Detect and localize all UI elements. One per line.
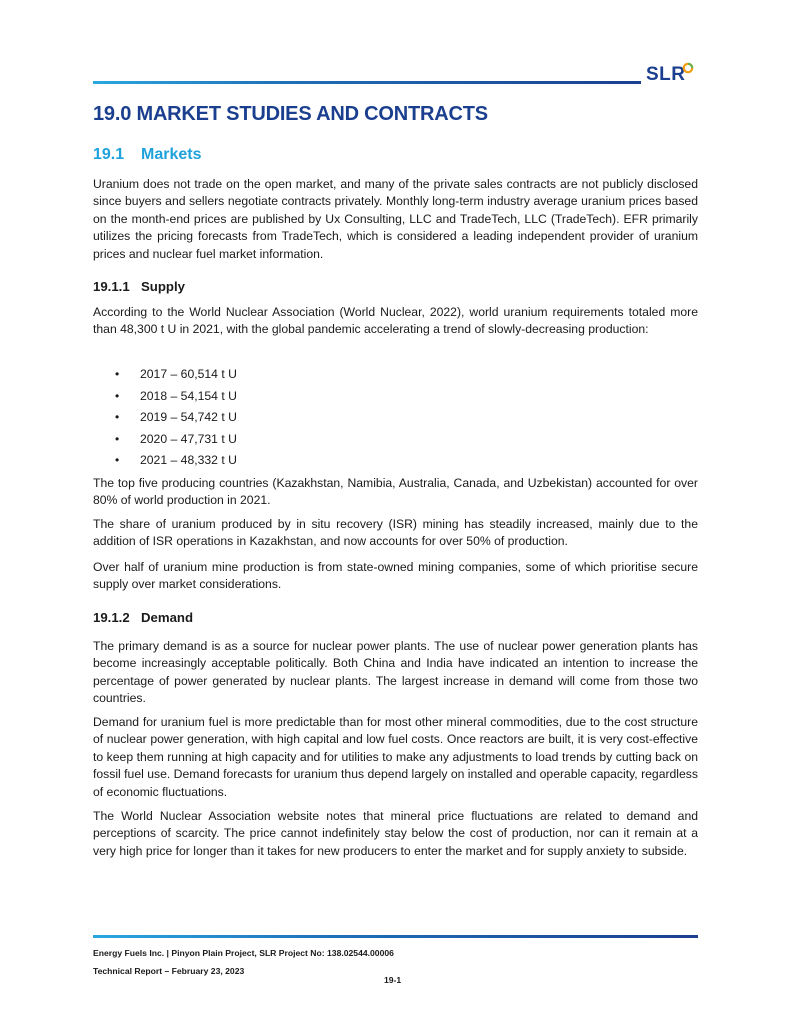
footer-report-line: Technical Report – February 23, 2023 (93, 966, 245, 976)
list-item (93, 386, 493, 408)
demand-paragraph-3: The World Nuclear Association website notes that mineral price fluctuations are related to demand and perceptions of scarcity. The price cannot indefinitely stay below the cost of production, nor can it remain at a very high price for longer than it takes for new producers to enter the market and for supply anxiety to subside. (93, 809, 698, 858)
section-heading (93, 146, 201, 164)
list-item (93, 364, 493, 386)
header-rule (93, 81, 641, 84)
list-item-text: 2021 – 48,332 t U (140, 453, 237, 468)
bullet-icon: • (115, 367, 120, 381)
logo-text: SLR (646, 64, 686, 85)
demand-paragraph-2: Demand for uranium fuel is more predictable than for most other mineral commodities, due to the cost structure of nuclear power generation, with high capital and low fuel costs. Once reactors are built, it is very cost-effective to keep them running at high capacity and for utilities to make any adjustments to load trends by cutting back on fossil fuel use. Demand forecasts for uranium thus depend largely on installed and operable capacity, regardless of economic fluctuations. (93, 715, 698, 799)
demand-number: 19.1.2 (93, 610, 130, 625)
supply-paragraph-1: According to the World Nuclear Association (World Nuclear, 2022), world uranium requirements totaled more than 48,300 t U in 2021, with the global pandemic accelerating a trend of slowly-decreasing production: (93, 305, 698, 337)
supply-title: Supply (141, 279, 185, 294)
production-list (93, 364, 493, 472)
footer-rule (93, 935, 698, 938)
list-item-text: 2020 – 47,731 t U (140, 431, 237, 446)
list-item (93, 450, 493, 472)
demand-heading (93, 610, 193, 625)
list-item (93, 407, 493, 429)
bullet-icon: • (115, 410, 120, 425)
supply-heading (93, 279, 185, 294)
list-item (93, 429, 493, 451)
logo-ring-icon (682, 62, 694, 74)
list-item-text: 2019 – 54,742 t U (140, 410, 237, 425)
list-item-text: 2018 – 54,154 t U (140, 388, 237, 403)
supply-paragraph-3: The share of uranium produced by in situ recovery (ISR) mining has steadily increased, mainly due to the addition of ISR operations in Kazakhstan, and now accounts for over 50% of production. (93, 517, 698, 549)
footer-project-line: Energy Fuels Inc. | Pinyon Plain Project, SLR Project No: 138.02544.00006 (93, 948, 394, 958)
bullet-icon: • (115, 431, 120, 446)
demand-title: Demand (141, 610, 194, 625)
bullet-icon: • (115, 453, 120, 468)
page-number: 19-1 (384, 974, 402, 985)
slr-logo (646, 64, 686, 88)
section-title: Markets (141, 146, 202, 163)
markets-paragraph: Uranium does not trade on the open market, and many of the private sales contracts are not publicly disclosed since buyers and sellers negotiate contracts privately. Monthly long-term industry average uranium prices based on the month-end prices are published by Ux Consulting, LLC and TradeTech, LLC (TradeTech). EFR primarily utilizes the pricing forecasts from TradeTech, which is considered a leading independent provider of uranium prices and nuclear fuel market information. (93, 177, 698, 261)
demand-paragraph-1: The primary demand is as a source for nuclear power plants. The use of nuclear power generation plants has become increasingly acceptable politically. Both China and India have indicated an intention to increase the percentage of power generated by nuclear plants. The largest increase in demand will come from those two countries. (93, 639, 698, 706)
supply-paragraph-4: Over half of uranium mine production is from state-owned mining companies, some of which prioritise secure supply over market considerations. (93, 560, 698, 592)
supply-number: 19.1.1 (93, 279, 130, 294)
supply-paragraph-2: The top five producing countries (Kazakhstan, Namibia, Australia, Canada, and Uzbekistan) accounted for over 80% of world production in 2021. (93, 476, 698, 508)
section-number: 19.1 (93, 146, 125, 163)
bullet-icon: • (115, 388, 120, 403)
list-item-text: 2017 – 60,514 t U (140, 367, 237, 381)
page-title: 19.0 MARKET STUDIES AND CONTRACTS (93, 103, 488, 125)
